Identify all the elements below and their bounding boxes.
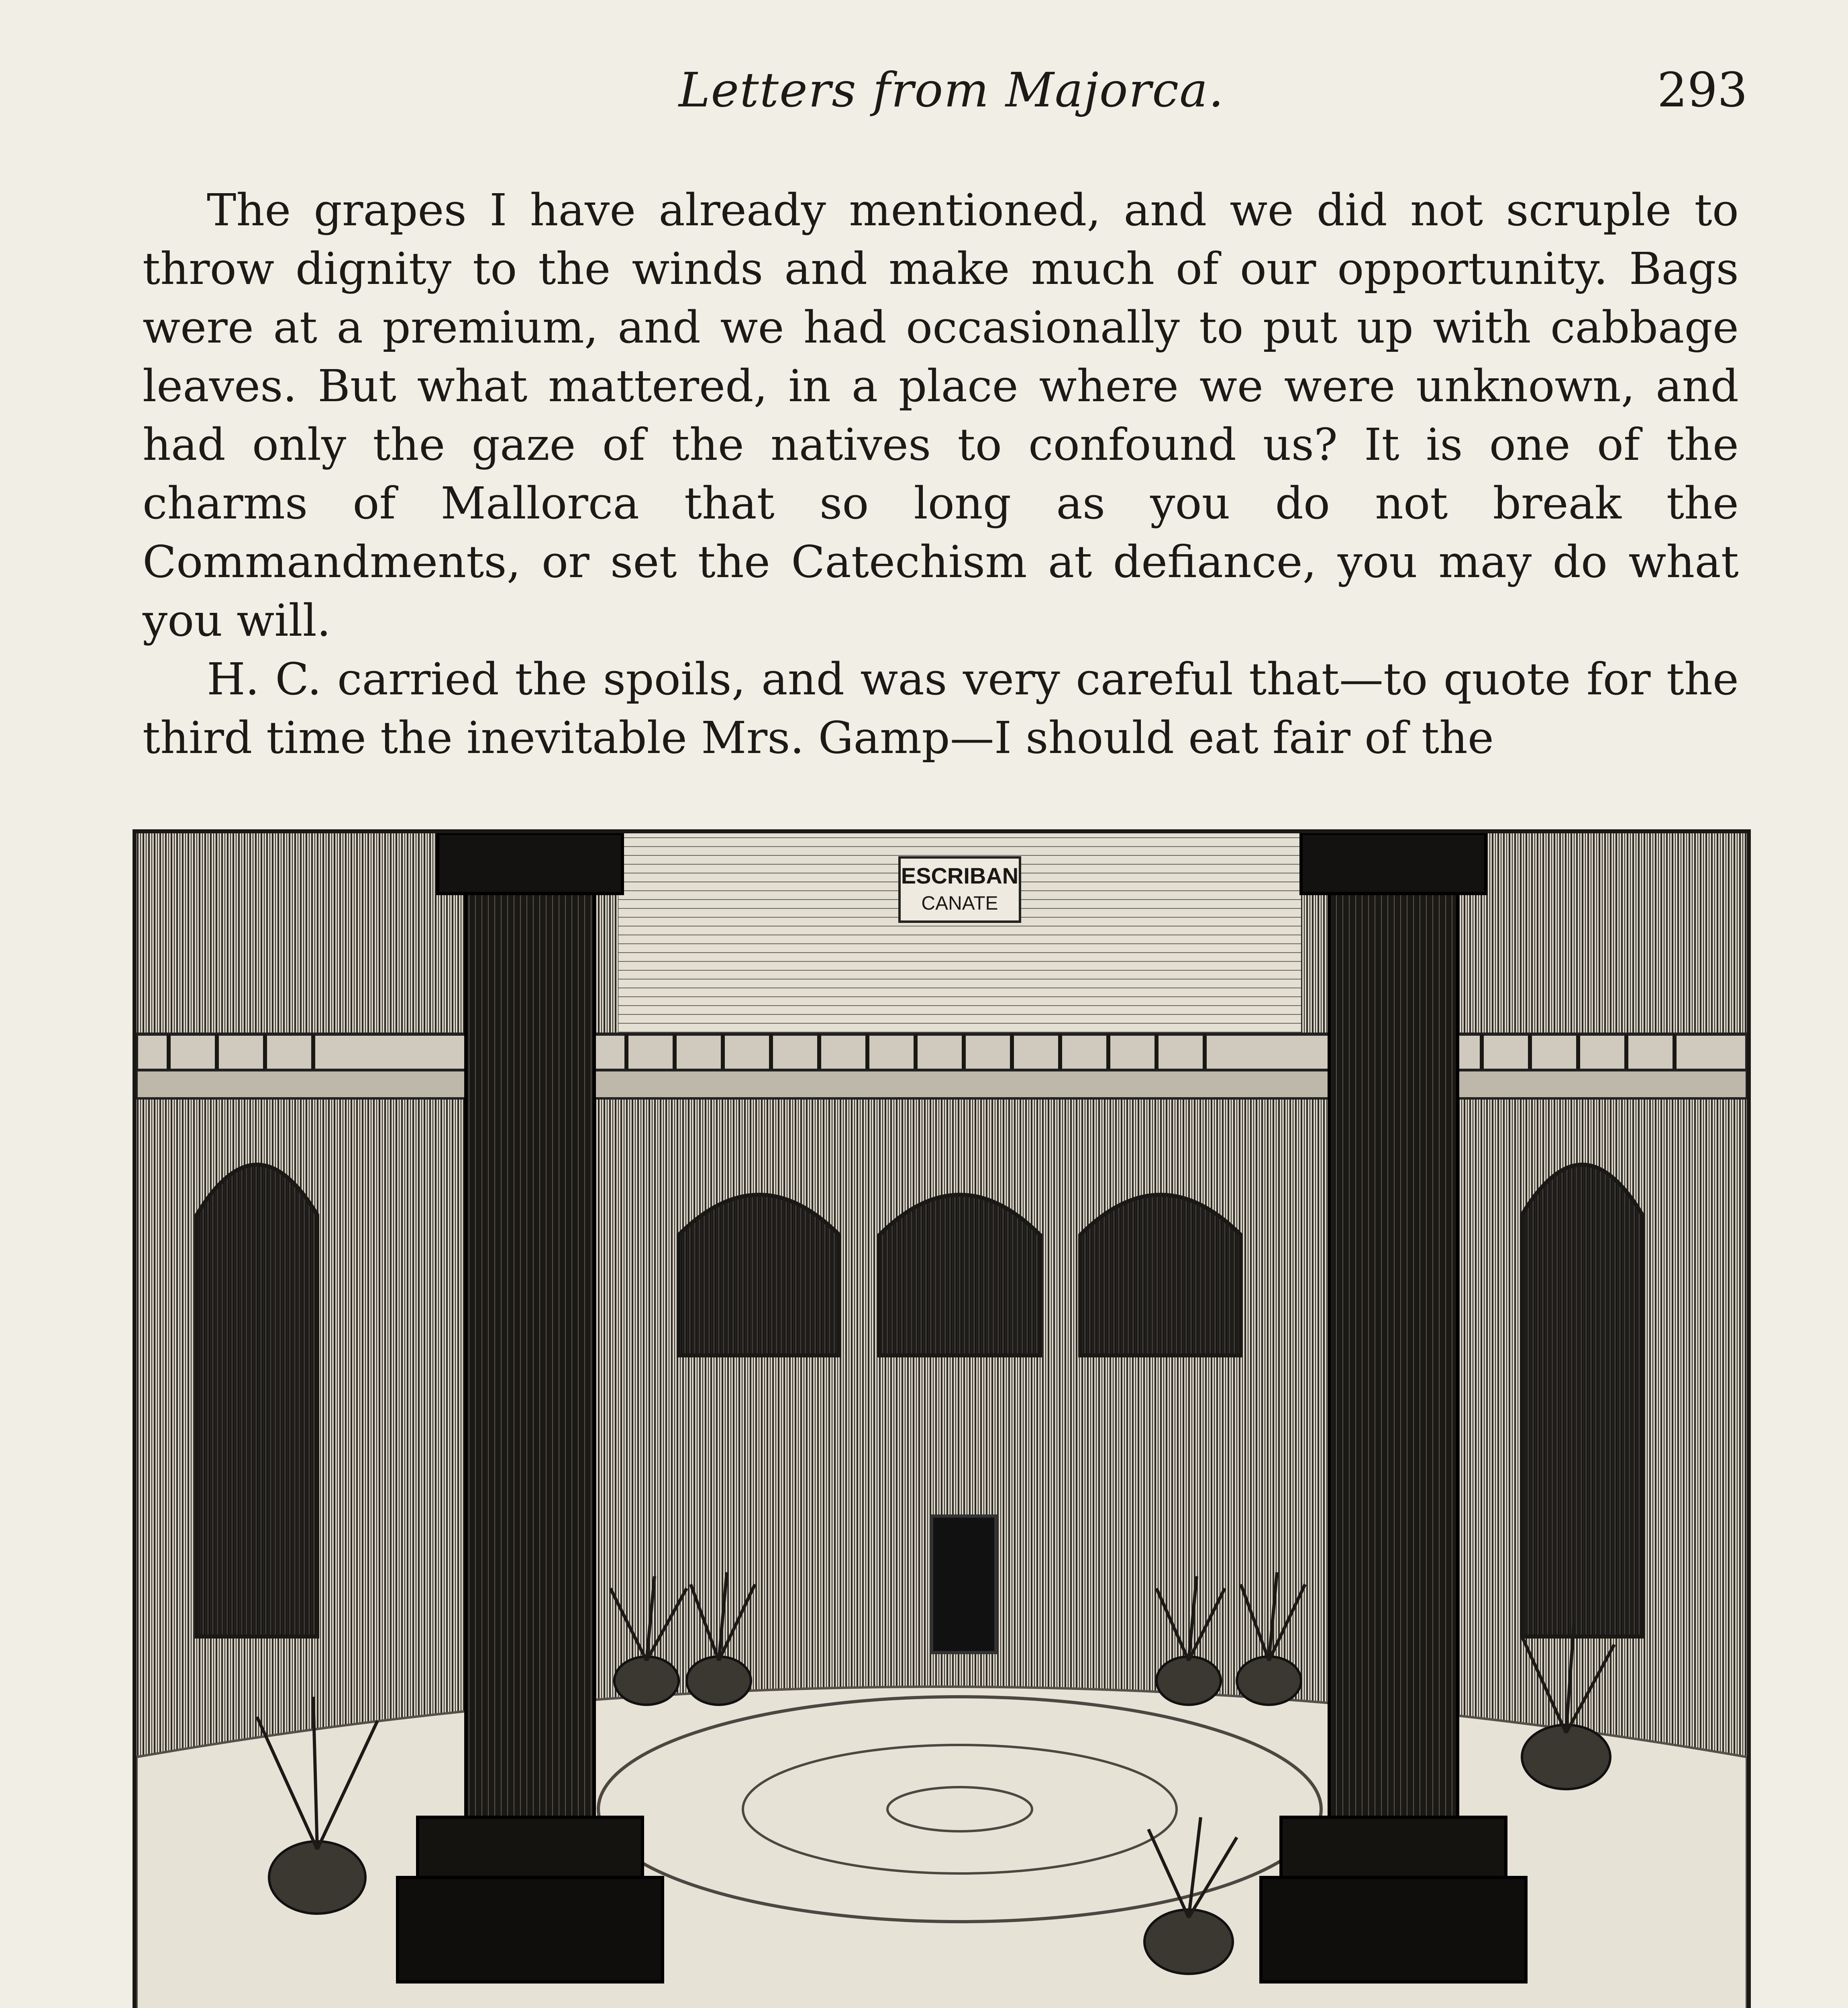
engraving-oval-cloisters [133, 829, 1751, 2008]
cloister-illustration [137, 833, 1747, 2008]
svg-text:CANATE: CANATE [921, 893, 998, 914]
running-title: Letters from Majorca. [679, 62, 1225, 118]
page-number: 293 [1657, 62, 1748, 118]
svg-text:ESCRIBAN: ESCRIBAN [901, 863, 1019, 888]
paragraph-grapes: The grapes I have already mentioned, and we did not scruple to throw dignity to the winds and make much of our opportunity. Bags were at a premium, and we had occasionally to put up with cabbage leaves. But what mattered, in a place where we were unknown, and had only the gaze of the natives to confound us? It is one of the charms of Mallorca that so long as you do not break the Commandments, or set the Catechism at defiance, you may do what you will. [143, 184, 1739, 646]
paragraph-spoils: H. C. carried the spoils, and was very careful that—to quote for the third time the inevitable Mrs. Gamp—I should eat fair of the [143, 653, 1739, 763]
page-header [0, 62, 1848, 122]
text-block-top [143, 181, 1739, 767]
